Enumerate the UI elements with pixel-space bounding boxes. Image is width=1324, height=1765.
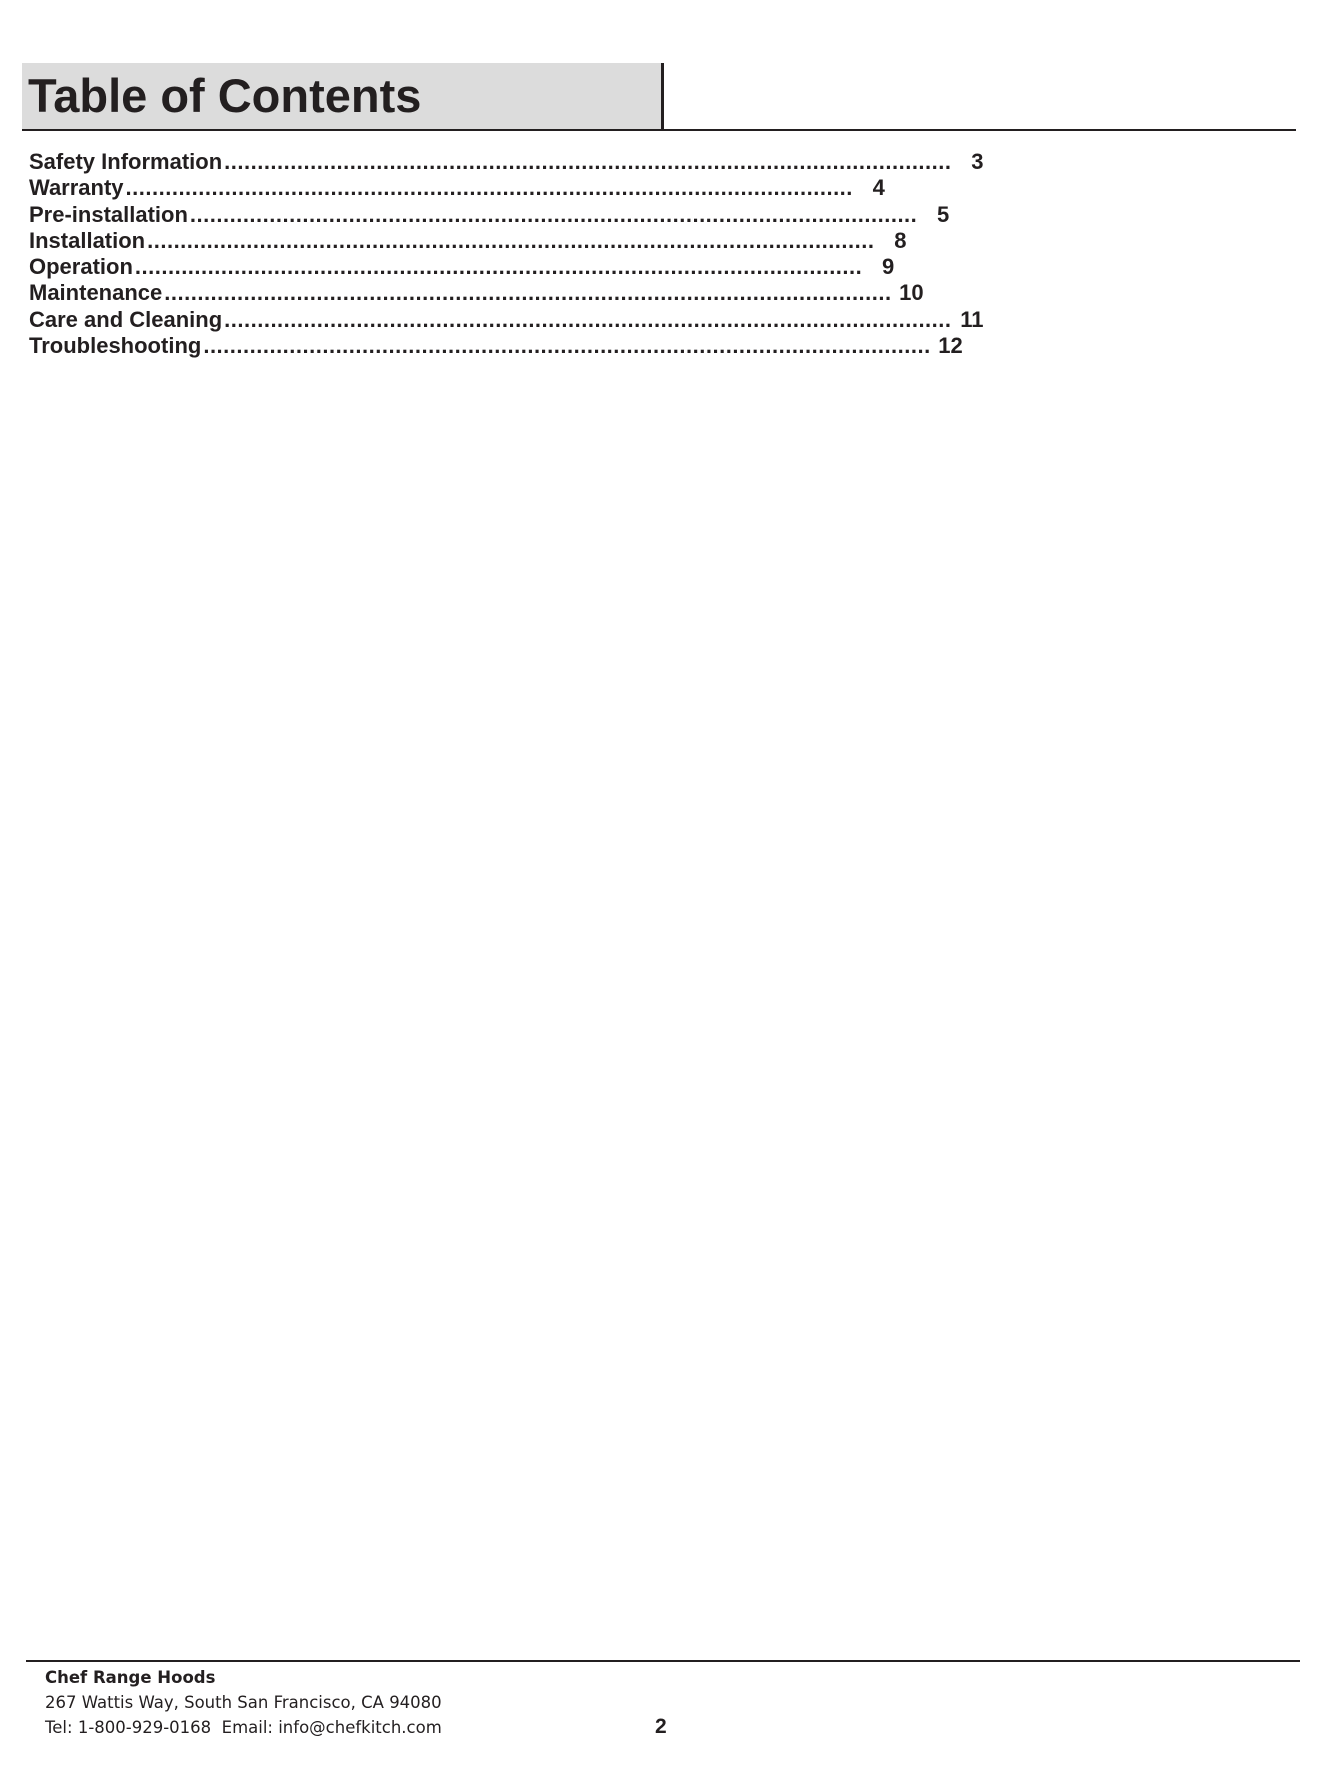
page-number: 2	[655, 1715, 667, 1738]
toc-entry-warranty[interactable]	[29, 175, 885, 201]
toc-entry-page: 3	[971, 149, 984, 174]
toc-entry-page: 5	[937, 201, 950, 227]
toc-entry-page: 10	[899, 280, 924, 306]
toc-entry-label: Operation	[29, 254, 133, 280]
toc-entry-pre-installation[interactable]	[29, 201, 950, 228]
toc-entry-page: 12	[938, 333, 963, 359]
title-divider-vertical	[661, 63, 664, 131]
toc-entry-operation[interactable]	[29, 254, 895, 280]
table-of-contents	[29, 149, 984, 359]
footer-address: 267 Wattis Way, South San Francisco, CA 94080	[45, 1693, 442, 1712]
toc-entry-installation[interactable]	[29, 227, 907, 254]
footer-contact: Tel: 1-800-929-0168 Email: info@chefkitch.com	[45, 1718, 442, 1737]
toc-entry-label: Safety Information	[29, 149, 223, 174]
toc-entry-label: Troubleshooting	[29, 333, 202, 359]
toc-entry-label: Installation	[29, 227, 146, 253]
title-divider-horizontal	[22, 129, 1296, 131]
toc-leader-dots: ..............................................................................................................	[134, 254, 863, 280]
toc-entry-troubleshooting[interactable]	[29, 333, 963, 359]
toc-leader-dots: ..............................................................................................................	[189, 201, 918, 227]
toc-entry-label: Warranty	[29, 175, 124, 201]
toc-entry-label: Maintenance	[29, 280, 163, 306]
toc-entry-maintenance[interactable]	[29, 280, 924, 306]
toc-entry-page: 8	[894, 227, 907, 253]
toc-leader-dots: ..............................................................................................................	[224, 306, 952, 332]
toc-entry-label: Pre-installation	[29, 201, 188, 227]
toc-leader-dots: ..............................................................................................................	[224, 149, 952, 174]
toc-leader-dots: ..............................................................................................................	[125, 175, 853, 201]
toc-entry-page: 4	[872, 175, 885, 201]
toc-leader-dots: ..............................................................................................................	[147, 227, 875, 253]
footer-company-name: Chef Range Hoods	[45, 1668, 216, 1687]
toc-entry-page: 11	[960, 306, 984, 332]
toc-entry-label: Care and Cleaning	[29, 306, 223, 332]
toc-entry-page: 9	[882, 254, 895, 280]
toc-entry-safety-information[interactable]	[29, 149, 984, 175]
toc-entry-care-and-cleaning[interactable]	[29, 306, 984, 333]
footer-divider	[26, 1660, 1300, 1662]
toc-leader-dots: ..............................................................................................................	[203, 333, 931, 359]
page-title: Table of Contents	[28, 69, 422, 122]
toc-leader-dots: ..............................................................................................................	[164, 280, 892, 306]
